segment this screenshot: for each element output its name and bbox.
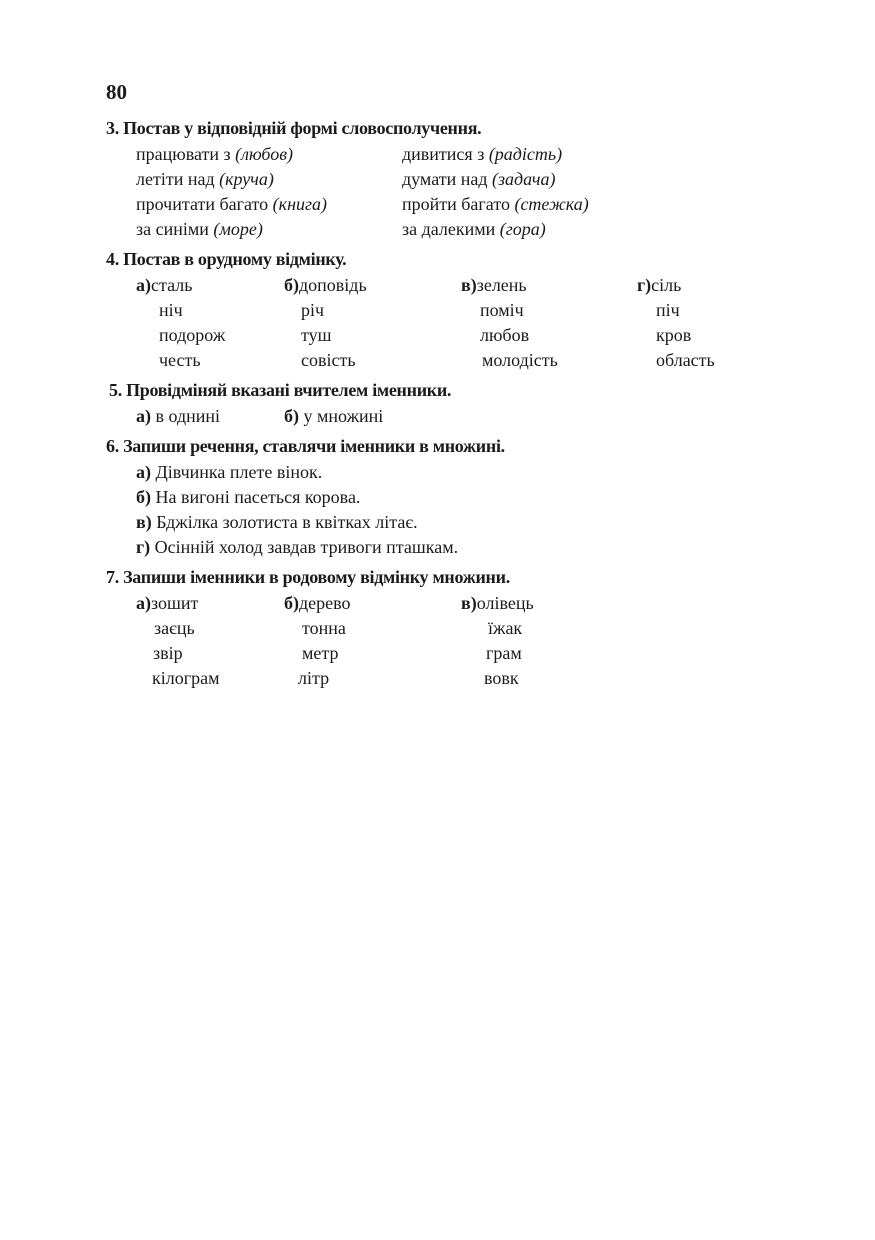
ex3-right-3: пройти багато (стежка) [402,194,589,214]
ex4-col-b-item: совість [301,350,356,370]
ex5-option-a: а) в однині [136,406,221,426]
ex4-col-c-first: в)зелень [461,275,527,295]
ex4-col-d-item: область [656,350,715,370]
ex3-left-1: працювати з (любов) [136,144,294,164]
exercise-5-title: 5. Провідміняй вказані вчителем іменники. [109,380,452,400]
ex4-col-a-item: ніч [159,300,183,320]
ex3-right-1: дивитися з (радість) [402,144,563,164]
ex7-col-a-first: а)зошит [136,593,199,613]
ex4-col-a-item: подорож [159,325,226,345]
ex4-col-d-item: кров [656,325,692,345]
ex7-col-a-item: кілограм [152,668,220,688]
ex4-col-d-first: г)сіль [637,275,682,295]
exercise-6-title: 6. Запиши речення, ставлячи іменники в множині. [106,436,505,456]
ex7-col-a-item: звір [153,643,183,663]
ex3-left-3: прочитати багато (книга) [136,194,328,214]
ex7-col-a-item: заєць [154,618,195,638]
ex6-sentence-c: в) Бджілка золотиста в квітках літає. [136,512,418,532]
ex7-col-b-first: б)дерево [284,593,351,613]
ex3-right-4: за далекими (гора) [402,219,546,239]
ex7-col-c-item: їжак [488,618,523,638]
exercise-3-title: 3. Постав у відповідній формі словосполучення. [106,118,482,138]
ex4-col-b-item: туш [301,325,332,345]
exercise-4-title: 4. Постав в орудному відмінку. [106,249,347,269]
exercise-7-title: 7. Запиши іменники в родовому відмінку множини. [106,567,510,587]
ex4-col-c-item: любов [480,325,530,345]
ex3-right-2: думати над (задача) [402,169,556,189]
ex4-col-c-item: поміч [480,300,524,320]
ex4-col-a-item: честь [159,350,201,370]
ex4-col-b-first: б)доповідь [284,275,367,295]
ex6-sentence-b: б) На вигоні пасеться корова. [136,487,361,507]
ex6-sentence-d: г) Осінній холод завдав тривоги пташкам. [136,537,459,557]
page-number: 80 [106,80,127,104]
ex3-left-4: за синіми (море) [136,219,263,239]
ex4-col-c-item: молодість [482,350,558,370]
ex7-col-c-item: вовк [484,668,519,688]
ex7-col-b-item: тонна [302,618,346,638]
ex3-left-2: летіти над (круча) [136,169,274,189]
ex6-sentence-a: а) Дівчинка плете вінок. [136,462,323,482]
ex7-col-b-item: метр [302,643,339,663]
ex4-col-b-item: річ [301,300,325,320]
ex7-col-b-item: літр [298,668,330,688]
ex4-col-a-first: а)сталь [136,275,193,295]
ex4-col-d-item: піч [656,300,680,320]
ex7-col-c-item: грам [486,643,522,663]
ex5-option-b: б) у множині [284,406,384,426]
ex7-col-c-first: в)олівець [461,593,534,613]
